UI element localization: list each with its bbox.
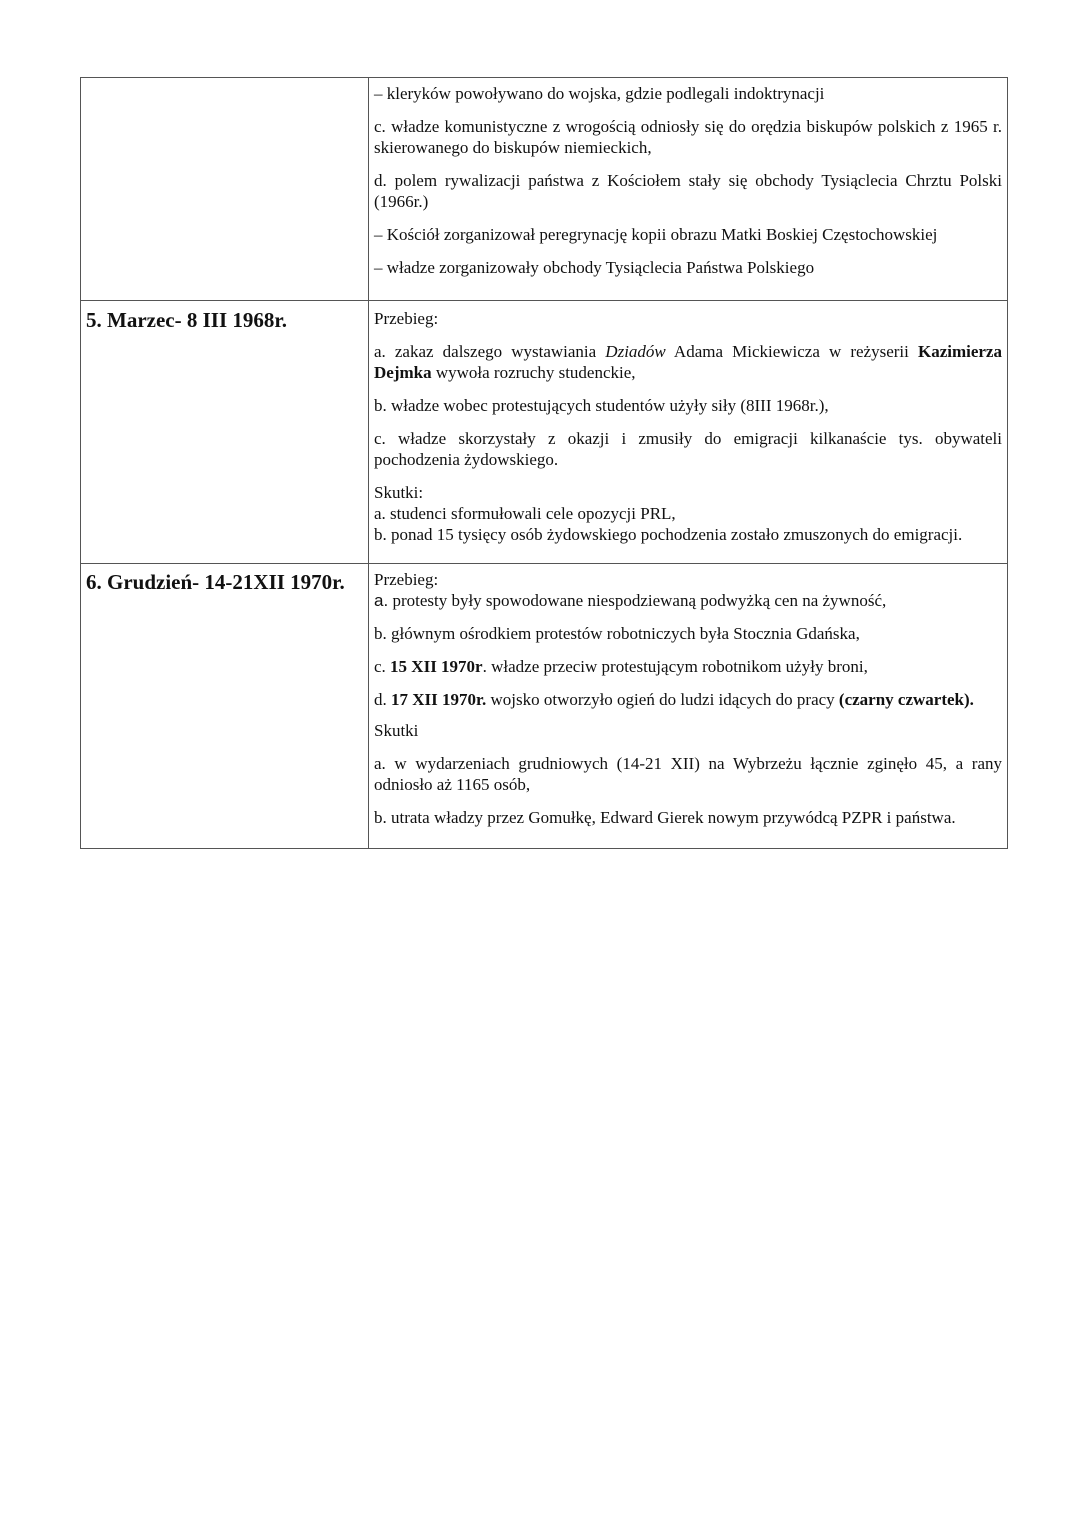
skutki-label: Skutki [374, 721, 419, 740]
paragraph: b. głównym ośrodkiem protestów robotniczych była Stocznia Gdańska, [374, 624, 860, 643]
paragraph: a. studenci sformułowali cele opozycji PRL, [374, 504, 676, 523]
paragraph: c. 15 XII 1970r. władze przeciw protestującym robotnikom użyły broni, [374, 657, 868, 676]
paragraph: – władze zorganizowały obchody Tysiąclecia Państwa Polskiego [374, 258, 815, 277]
table-row [81, 78, 1008, 301]
paragraph: b. ponad 15 tysięcy osób żydowskiego pochodzenia zostało zmuszonych do emigracji. [374, 525, 963, 544]
table-row [81, 301, 1008, 564]
row-title-cell [81, 78, 369, 301]
row-content-cell [369, 564, 1008, 849]
paragraph: d. 17 XII 1970r. wojsko otworzyło ogień do ludzi idących do pracy (czarny czwartek). [374, 690, 974, 709]
paragraph: c. władze skorzystały z okazji i zmusiły do emigracji kilkanaście tys. obywateli pochodzenia żydowskiego. [374, 429, 1002, 469]
przebieg-label: Przebieg: [374, 570, 439, 589]
skutki-label: Skutki: [374, 483, 424, 502]
row-content-cell [369, 301, 1008, 564]
section-title: 5. Marzec- 8 III 1968r. [86, 308, 288, 332]
row-content-cell [369, 78, 1008, 301]
paragraph: c. władze komunistyczne z wrogością odniosły się do orędzia biskupów polskich z 1965 r. skierowanego do biskupów niemieckich, [374, 117, 1002, 157]
paragraph: a. w wydarzeniach grudniowych (14-21 XII) na Wybrzeżu łącznie zginęło 45, a rany odniosło aż 1165 osób, [374, 754, 1002, 794]
paragraph: a. protesty były spowodowane niespodziewaną podwyżką cen na żywność, [374, 591, 887, 610]
row-title-cell [81, 301, 369, 564]
przebieg-label: Przebieg: [374, 309, 439, 328]
paragraph: – Kościół zorganizował peregrynację kopii obrazu Matki Boskiej Częstochowskiej [374, 225, 938, 244]
history-table [80, 77, 1008, 849]
row-title-cell [81, 564, 369, 849]
paragraph: d. polem rywalizacji państwa z Kościołem stały się obchody Tysiąclecia Chrztu Polski (1966r.) [374, 171, 1002, 211]
paragraph: b. władze wobec protestujących studentów użyły siły (8III 1968r.), [374, 396, 829, 415]
paragraph: a. zakaz dalszego wystawiania Dziadów Adama Mickiewicza w reżyserii Kazimierza Dejmka wywoła rozruchy studenckie, [374, 342, 1002, 382]
section-title: 6. Grudzień- 14-21XII 1970r. [86, 570, 345, 594]
table-row [81, 564, 1008, 849]
paragraph: – kleryków powoływano do wojska, gdzie podlegali indoktrynacji [374, 84, 825, 103]
paragraph: b. utrata władzy przez Gomułkę, Edward Gierek nowym przywódcą PZPR i państwa. [374, 808, 956, 827]
